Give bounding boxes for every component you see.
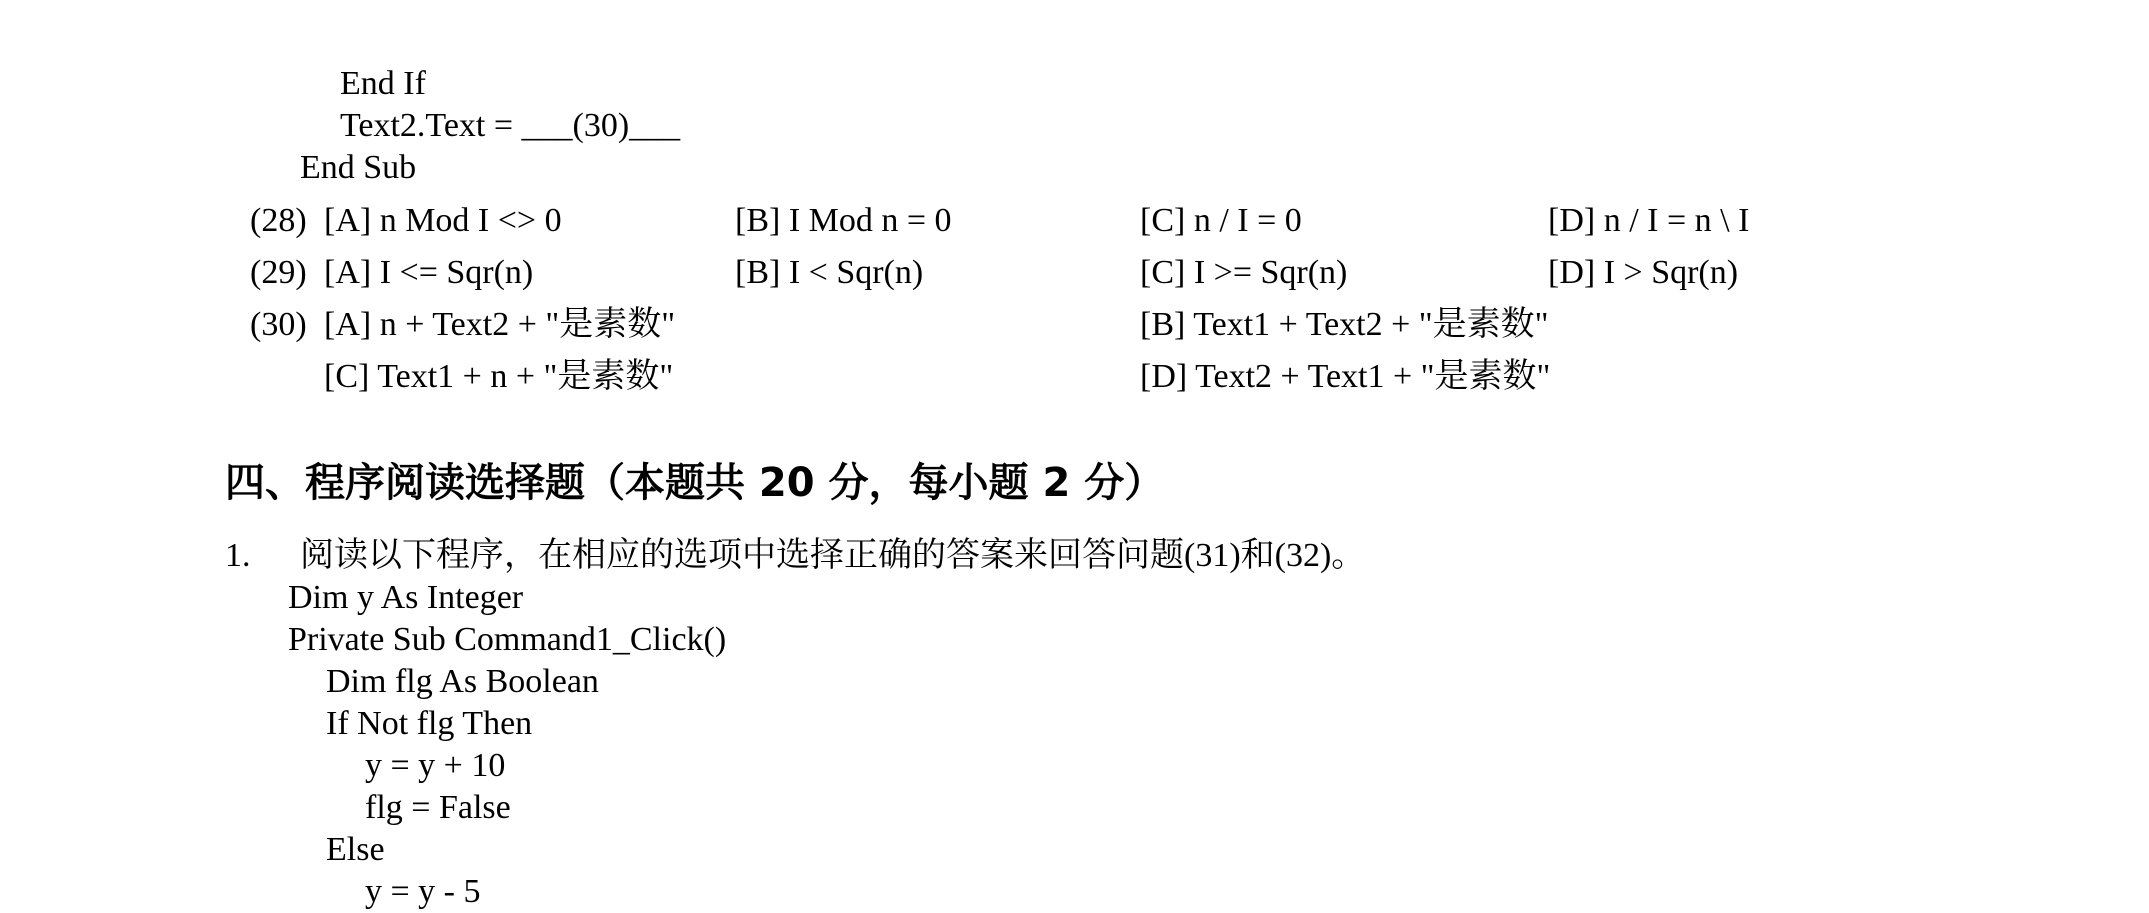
code-line-end-sub: End Sub	[300, 149, 417, 186]
code-line-flg-false: flg = False	[365, 789, 511, 826]
question-30-option-d: [D] Text2 + Text1 + "是素数"	[1140, 358, 1551, 395]
code-line-dim-flg: Dim flg As Boolean	[326, 663, 599, 700]
question-28-option-d: [D] n / I = n \ I	[1548, 202, 1750, 239]
code-line-y-plus-10: y = y + 10	[365, 747, 506, 784]
code-line-text2-assign: Text2.Text = ___(30)___	[340, 107, 681, 144]
question-30-option-b: [B] Text1 + Text2 + "是素数"	[1140, 306, 1549, 343]
code-line-else: Else	[326, 831, 385, 868]
question-28-option-b: [B] I Mod n = 0	[735, 202, 952, 239]
question-30-option-c: [C] Text1 + n + "是素数"	[324, 358, 674, 395]
code-line-dim-y: Dim y As Integer	[288, 579, 524, 616]
code-line-y-minus-5: y = y - 5	[365, 873, 481, 910]
question-29-option-c: [C] I >= Sqr(n)	[1140, 254, 1348, 291]
section-heading: 四、程序阅读选择题（本题共 20 分，每小题 2 分）	[225, 460, 1165, 506]
problem-1-text: 阅读以下程序，在相应的选项中选择正确的答案来回答问题(31)和(32)。	[300, 537, 1366, 574]
question-28-option-c: [C] n / I = 0	[1140, 202, 1302, 239]
question-29-option-d: [D] I > Sqr(n)	[1548, 254, 1739, 291]
code-line-private-sub: Private Sub Command1_Click()	[288, 621, 727, 658]
code-line-end-if: End If	[340, 65, 426, 102]
question-29-number: (29)	[250, 254, 307, 291]
question-29-option-a: [A] I <= Sqr(n)	[324, 254, 534, 291]
question-30-option-a: [A] n + Text2 + "是素数"	[324, 306, 676, 343]
question-28-option-a: [A] n Mod I <> 0	[324, 202, 562, 239]
question-29-option-b: [B] I < Sqr(n)	[735, 254, 924, 291]
question-30-number: (30)	[250, 306, 307, 343]
code-line-if-not-flg: If Not flg Then	[326, 705, 533, 742]
question-28-number: (28)	[250, 202, 307, 239]
problem-1-number: 1.	[225, 537, 251, 574]
